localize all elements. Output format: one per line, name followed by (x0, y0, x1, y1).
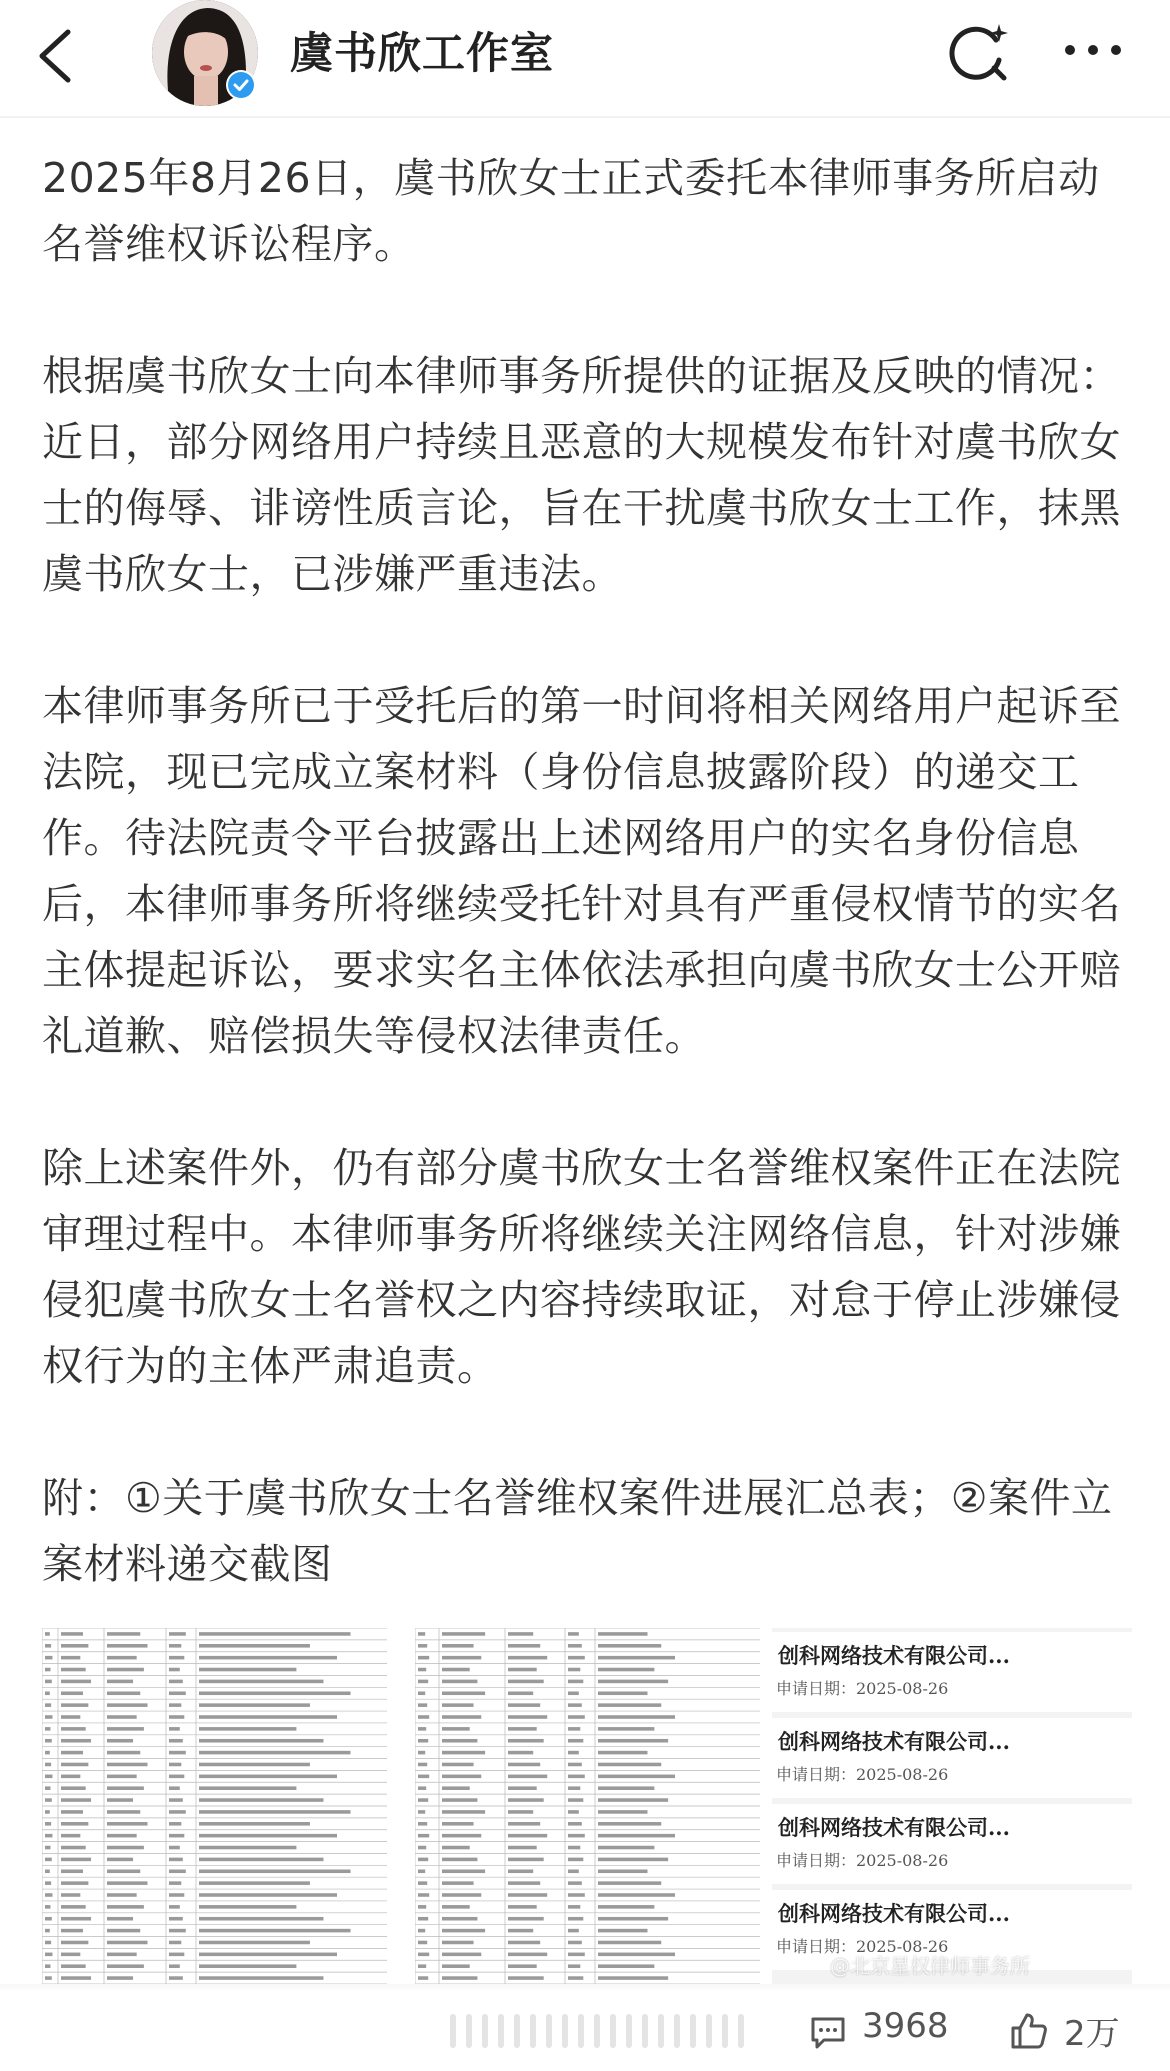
filing-screenshot-image[interactable] (772, 1628, 1132, 1984)
filing-company-name: 创科网络技术有限公司... (778, 1901, 1010, 1926)
filing-date: 申请日期：2025-08-26 (776, 1765, 949, 1784)
post-paragraph: 根据虞书欣女士向本律师事务所提供的证据及反映的情况：近日，部分网络用户持续且恶意的大规模发布针对虞书欣女士的侮辱、诽谤性质言论，旨在干扰虞书欣女士工作，抹黑虞书欣女士，已涉嫌严重违法。 (42, 352, 1121, 598)
filing-date: 申请日期：2025-08-26 (776, 1851, 949, 1870)
post-paragraph: 本律师事务所已于受托后的第一时间将相关网络用户起诉至法院，现已完成立案材料（身份信息披露阶段）的递交工作。待法院责令平台披露出上述网络用户的实名身份信息后，本律师事务所将继续受托针对具有严重侵权情节的实名主体提起诉讼，要求实名主体依法承担向虞书欣女士公开赔礼道歉、赔偿损失等侵权法律责任。 (42, 682, 1121, 1060)
comment-icon[interactable] (810, 2016, 846, 2050)
filing-company-name: 创科网络技术有限公司... (778, 1643, 1010, 1668)
filing-item (772, 1718, 1132, 1798)
filing-item (772, 1632, 1132, 1712)
bottom-action-bar (0, 1990, 1170, 2071)
search-icon[interactable] (944, 18, 1014, 88)
header-divider (0, 116, 1170, 118)
post-body (42, 145, 1132, 1663)
post-paragraph: 2025年8月26日，虞书欣女士正式委托本律师事务所启动名誉维权诉讼程序。 (42, 154, 1100, 268)
verified-badge-icon (226, 70, 256, 100)
more-icon[interactable] (1058, 30, 1128, 70)
top-bar (0, 0, 1170, 112)
post-paragraph: 除上述案件外，仍有部分虞书欣女士名誉维权案件正在法院审理过程中。本律师事务所将继续关注网络信息，针对涉嫌侵犯虞书欣女士名誉权之内容持续取证，对怠于停止涉嫌侵权行为的主体严肃追责。 (42, 1144, 1121, 1390)
like-count[interactable]: 2万 (1064, 2014, 1120, 2054)
comment-count[interactable]: 3968 (862, 2006, 949, 2046)
filing-item (772, 1804, 1132, 1884)
filing-date: 申请日期：2025-08-26 (776, 1937, 949, 1956)
like-icon[interactable] (1010, 2012, 1048, 2050)
case-summary-table-image-1[interactable] (42, 1628, 387, 1984)
filing-company-name: 创科网络技术有限公司... (778, 1729, 1010, 1754)
account-name[interactable]: 虞书欣工作室 (290, 29, 554, 79)
case-summary-table-image-2[interactable] (415, 1628, 760, 1984)
filing-date: 申请日期：2025-08-26 (776, 1679, 949, 1698)
attachment-images (42, 1628, 1132, 1984)
post-paragraph: 附：①关于虞书欣女士名誉维权案件进展汇总表；②案件立案材料递交截图 (42, 1474, 1113, 1588)
back-arrow-icon[interactable] (28, 26, 88, 86)
image-watermark: @北京星权律师事务所 (830, 1954, 1030, 1978)
pagination-bars-icon (450, 2010, 760, 2052)
filing-company-name: 创科网络技术有限公司... (778, 1815, 1010, 1840)
